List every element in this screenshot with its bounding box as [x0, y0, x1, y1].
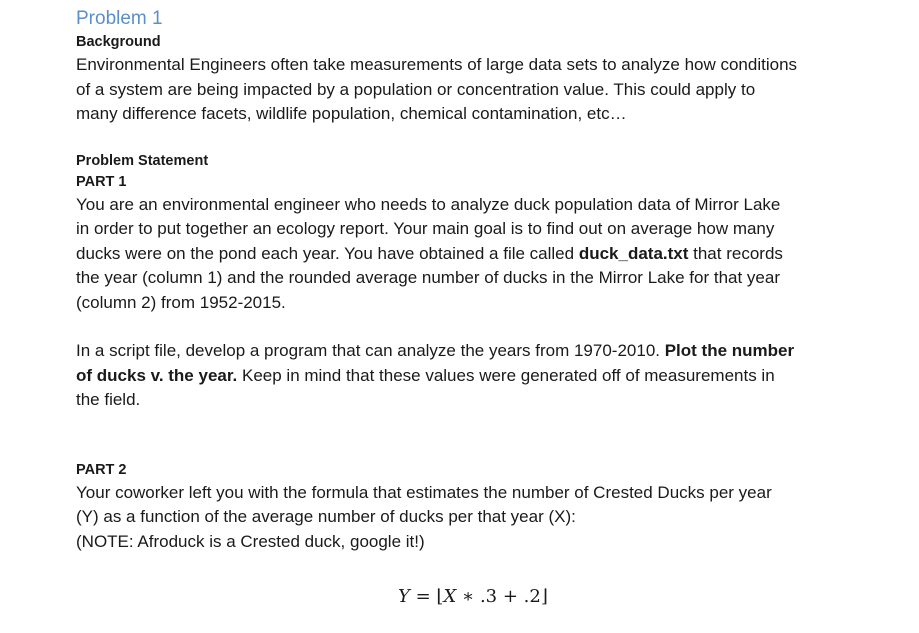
paragraph-line: the field.: [76, 390, 141, 409]
paragraph-line: in order to put together an ecology report. Your main goal is to find out on average how many: [76, 219, 775, 238]
paragraph-line: Keep in mind that these values were generated off of measurements in: [237, 365, 775, 385]
paragraph-line: (Y) as a function of the average number of ducks per that year (X):: [76, 507, 576, 526]
paragraph-line: ducks were on the pond each year. You have obtained a file called: [76, 243, 579, 263]
background-line: of a system are being impacted by a population or concentration value. This could apply to: [76, 79, 756, 99]
background-line: Environmental Engineers often take measurements of large data sets to analyze how conditions: [76, 55, 798, 74]
filename-bold: duck_data.txt: [578, 243, 689, 263]
formula-expression: ∗ .3 + .2: [456, 586, 541, 607]
paragraph-line: that records: [688, 243, 783, 263]
paragraph-line: the year (column 1) and the rounded average number of ducks in the Mirror Lake for that year: [76, 268, 780, 287]
background-paragraph: [76, 53, 906, 127]
part1-heading: PART 1: [76, 173, 127, 190]
document-body: [76, 6, 906, 554]
formula-lhs: Y: [398, 586, 410, 607]
paragraph-line: (NOTE: Afroduck is a Crested duck, google it!): [76, 531, 425, 551]
part1-paragraph-1: [76, 193, 906, 316]
formula-equals: =: [409, 586, 437, 607]
background-heading: Background: [76, 34, 161, 50]
part1-paragraph-2: [76, 339, 906, 413]
problem-statement-heading: Problem Statement: [76, 152, 209, 169]
problem-title: Problem 1: [76, 8, 163, 29]
instruction-bold: of ducks v. the year.: [76, 365, 238, 385]
formula-x: X: [443, 586, 457, 607]
formula-left-floor: ⌊: [436, 586, 444, 607]
part2-heading: PART 2: [76, 461, 127, 478]
paragraph-line: Your coworker left you with the formula that estimates the number of Crested Ducks per year: [76, 482, 772, 502]
background-line: many difference facets, wildlife population, chemical contamination, etc…: [76, 104, 627, 123]
crested-duck-formula: [398, 586, 548, 607]
paragraph-line: (column 2) from 1952-2015.: [76, 292, 286, 312]
formula-right-floor: ⌋: [540, 586, 548, 607]
instruction-bold: Plot the number: [664, 341, 795, 360]
part2-paragraph: [76, 481, 906, 555]
paragraph-line: In a script file, develop a program that can analyze the years from 1970-2010.: [76, 341, 665, 360]
paragraph-line: You are an environmental engineer who needs to analyze duck population data of Mirror Lake: [76, 194, 781, 214]
